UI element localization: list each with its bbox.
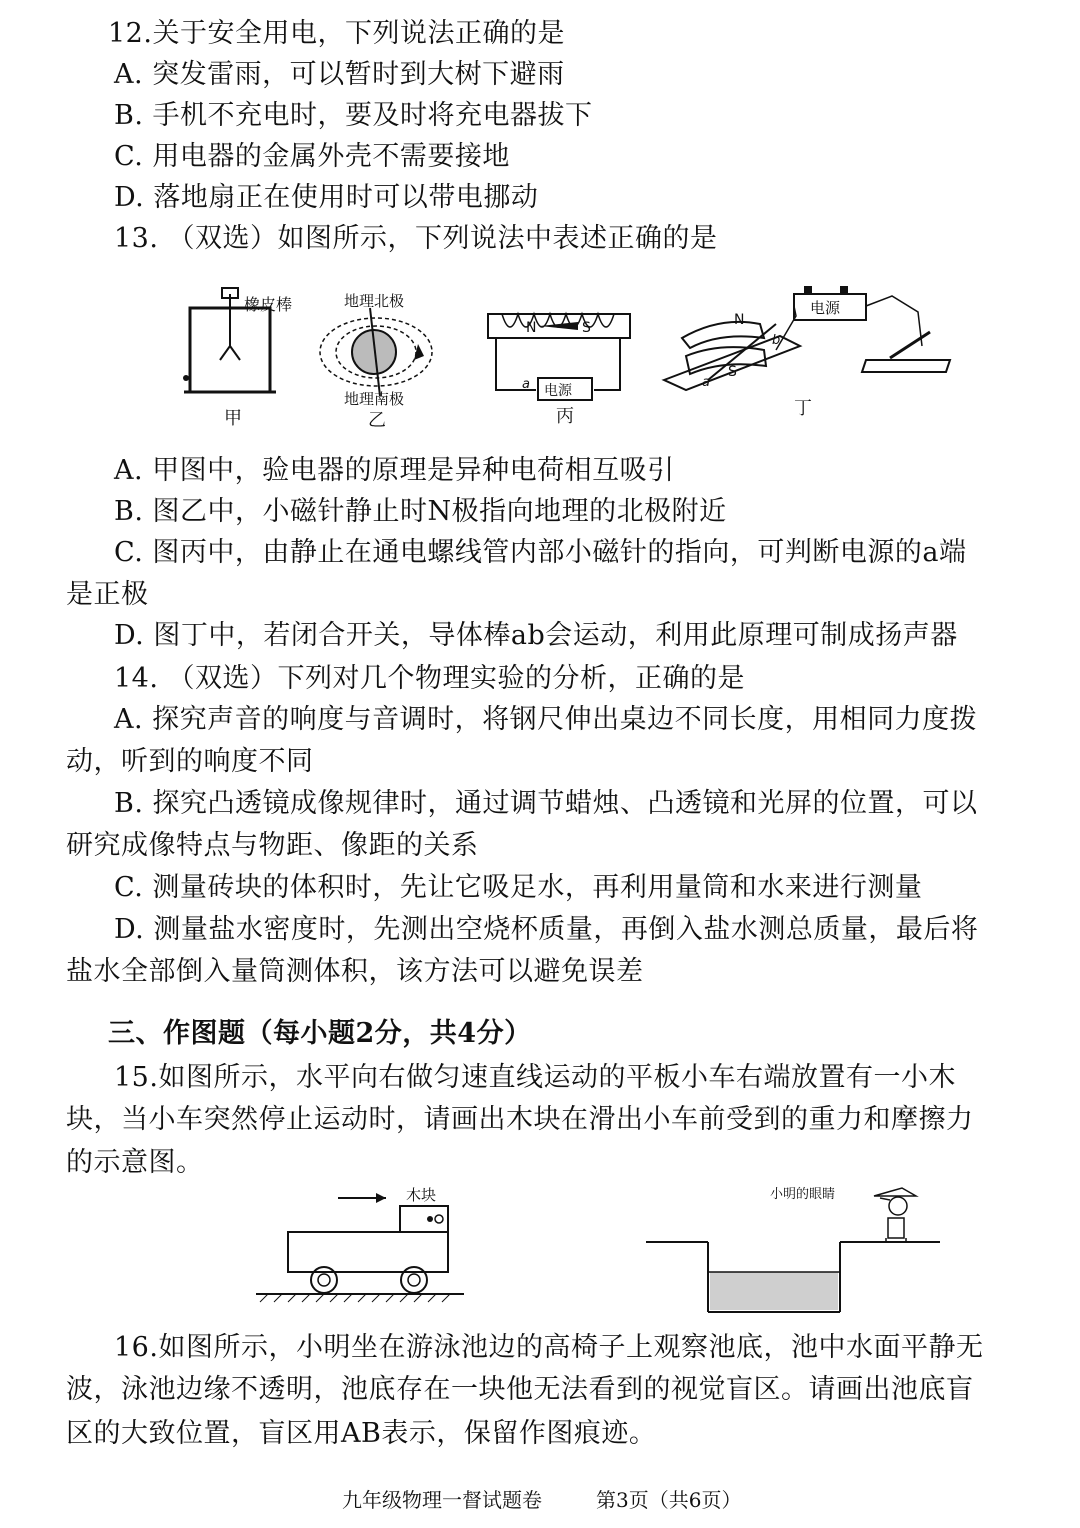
q12-option-a: A. 突发雷雨，可以暂时到大树下避雨 [114,59,565,90]
q16-line3: 区的大致位置，盲区用AB表示，保留作图痕迹。 [66,1418,657,1449]
fig-jia-caption: 甲 [224,408,242,429]
fig-ding-b-label: b [772,333,781,348]
figure-q16-pool [644,1176,944,1318]
q12-option-b: B. 手机不充电时，要及时将充电器拔下 [114,100,593,131]
q13-option-c-line1: C. 图丙中，由静止在通电螺线管内部小磁针的指向，可判断电源的a端 [114,537,967,568]
q16-line1: 16.如图所示，小明坐在游泳池边的高椅子上观察池底，池中水面平静无 [114,1332,984,1363]
fig-bing-power-label: 电源 [544,383,572,399]
fig-bing-a-label: a [522,377,530,392]
q16-line2: 波，泳池边缘不透明，池底存在一块他无法看到的视觉盲区。请画出池底盲 [66,1374,974,1405]
q13-option-b: B. 图乙中，小磁针静止时N极指向地理的北极附近 [114,496,727,527]
footer-paper-title: 九年级物理一督试题卷 [342,1488,542,1512]
q14-option-a-line2: 动，听到的响度不同 [66,746,314,777]
q14-option-d-line2: 盐水全部倒入量筒测体积，该方法可以避免误差 [66,956,644,987]
fig-yi-south-label: 地理南极 [344,390,405,408]
figure-jia-electroscope [180,286,320,432]
figure-q15-cart [250,1180,470,1310]
q13-option-d: D. 图丁中，若闭合开关，导体棒ab会运动，利用此原理可制成扬声器 [114,620,958,651]
q15-line1: 15.如图所示，水平向右做匀速直线运动的平板小车右端放置有一小木 [114,1062,956,1093]
q13-option-a: A. 甲图中，验电器的原理是异种电荷相互吸引 [114,455,675,486]
q13-stem: 13. （双选）如图所示，下列说法中表述正确的是 [114,223,718,254]
q14-option-c: C. 测量砖块的体积时，先让它吸足水，再利用量筒和水来进行测量 [114,872,923,903]
q15-line3: 的示意图。 [66,1147,204,1178]
q12-option-c: C. 用电器的金属外壳不需要接地 [114,141,510,172]
fig-ding-caption: 丁 [794,398,812,419]
q14-stem: 14. （双选）下列对几个物理实验的分析，正确的是 [114,663,746,694]
figure-bing-solenoid [482,310,642,432]
q13-option-c-line2: 是正极 [66,579,149,610]
fig-ding-power-label: 电源 [810,299,841,317]
fig-bing-s-label: S [582,320,591,336]
footer-page-number: 第3页（共6页） [596,1488,742,1512]
q12-stem: 12.关于安全用电，下列说法正确的是 [108,18,565,49]
q14-option-a-line1: A. 探究声音的响度与音调时，将钢尺伸出桌边不同长度，用相同力度拨 [114,704,978,735]
fig-ding-n-label: N [734,312,745,328]
fig-bing-n-label: N [526,320,537,336]
q14-option-b-line2: 研究成像特点与物距、像距的关系 [66,830,479,861]
fig-yi-caption: 乙 [368,410,386,431]
fig-ding-a-label: a [702,375,710,390]
fig-bing-caption: 丙 [556,406,574,427]
q14-option-d-line1: D. 测量盐水密度时，先测出空烧杯质量，再倒入盐水测总质量，最后将 [114,914,979,945]
fig-ding-s-label: S [728,364,737,380]
q14-option-b-line1: B. 探究凸透镜成像规律时，通过调节蜡烛、凸透镜和光屏的位置，可以 [114,788,978,819]
figure-ding-motor [660,276,960,426]
q12-option-d: D. 落地扇正在使用时可以带电挪动 [114,182,539,213]
fig-q15-block-label: 木块 [406,1186,437,1204]
q15-line2: 块，当小车突然停止运动时，请画出木块在滑出小车前受到的重力和摩擦力 [66,1104,974,1135]
section-3-title: 三、作图题（每小题2分，共4分） [108,1018,532,1049]
fig-yi-north-label: 地理北极 [344,292,405,310]
fig-jia-rod-label: 橡皮棒 [244,295,293,314]
fig-q16-eye-label: 小明的眼睛 [770,1187,836,1202]
figure-yi-earth-field [314,290,444,432]
